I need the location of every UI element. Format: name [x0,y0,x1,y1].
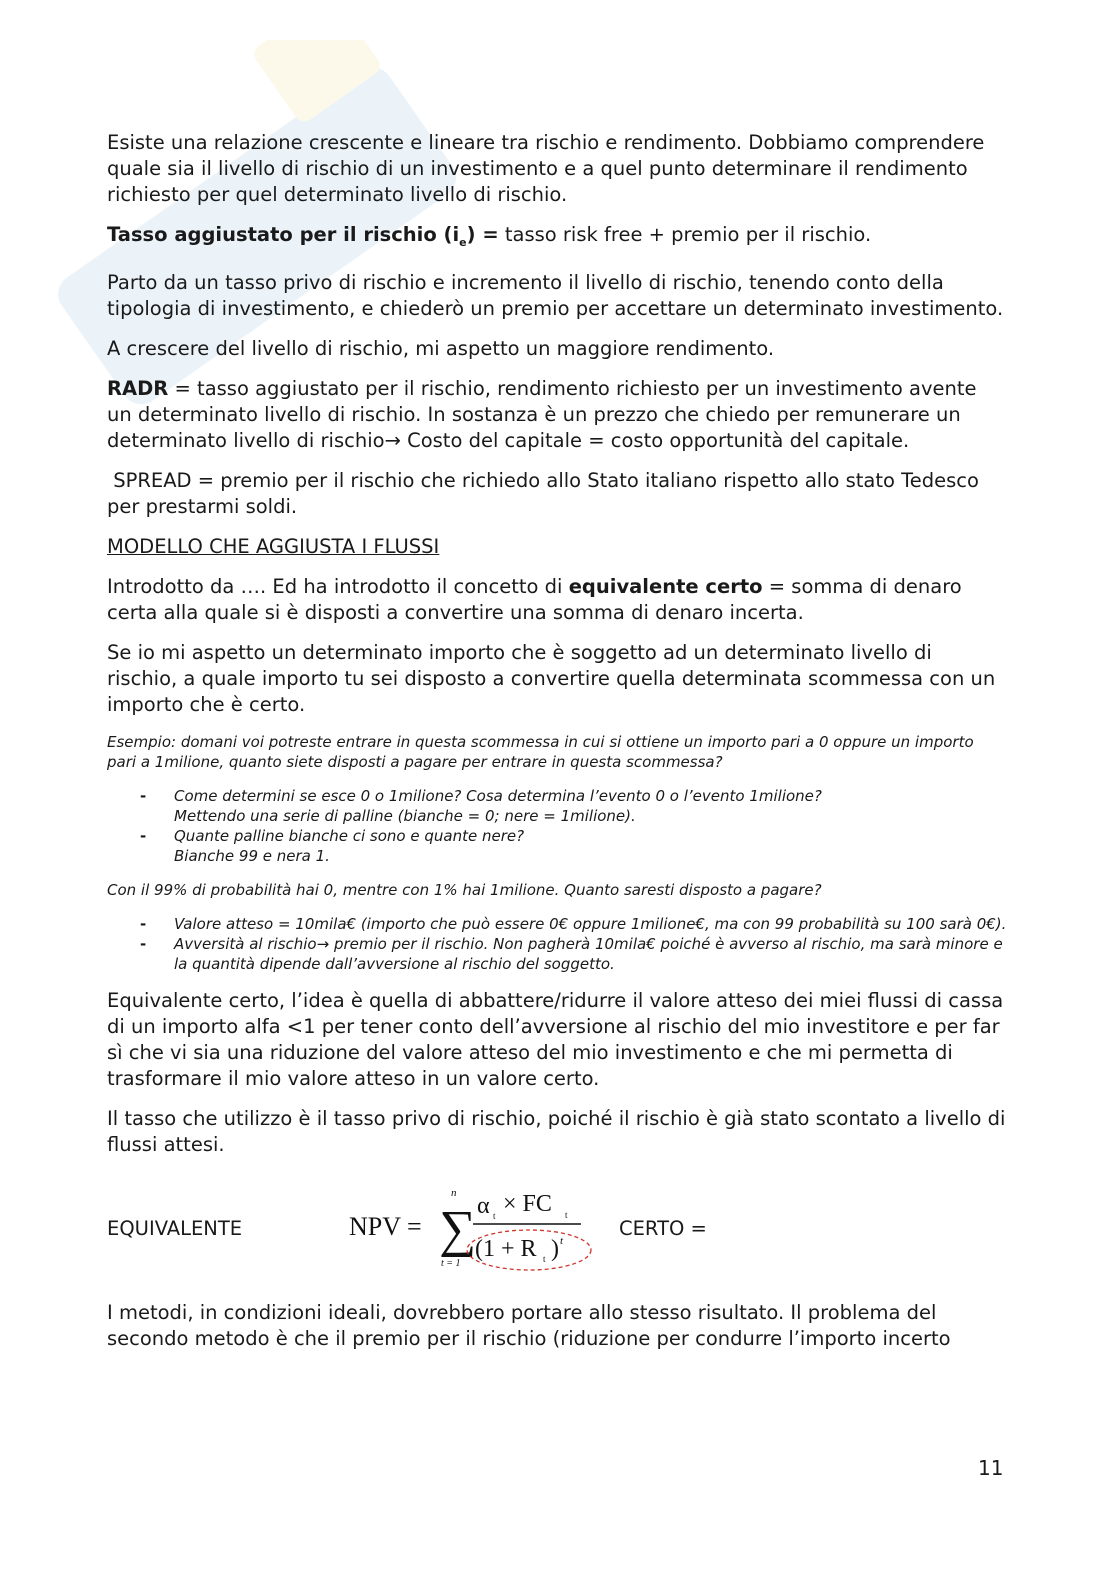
adjusted-rate-definition: tasso risk free + premio per il rischio. [498,223,872,246]
denominator-exponent: t [560,1234,564,1247]
adjusted-rate-subscript: e [459,235,467,249]
formula-label-right: CERTO = [619,1216,707,1240]
paragraph-bet: Se io mi aspetto un determinato importo che è soggetto ad un determinato livello di rischio, a quale importo tu sei disposto a convertire quella determinata scommessa con un importo che è certo. [107,640,996,716]
adjusted-rate-equals: ) = [466,223,499,246]
example-text: Esempio: domani voi potreste entrare in questa scommessa in cui si ottiene un importo pari a 0 oppure un importo pari a 1milione, quanto siete disposti a pagare per entrare in questa scommessa? [107,732,974,771]
paragraph-adjusted-rate [107,222,1007,256]
paragraph-certainty-equivalent [107,574,1007,626]
alpha-symbol: α [477,1192,490,1219]
radr-term: RADR [107,376,169,400]
radr-cost-of-capital: Costo del capitale = costo opportunità del capitale. [400,428,910,452]
sum-symbol: ∑ [439,1200,477,1258]
expected-value-list [107,914,1007,974]
list-item: - Come determini se esce 0 o 1milione? Cosa determina l’evento 0 o l’evento 1milione? Mettendo una serie di palline (bianche = 0; nere = 1milione). [107,786,1007,826]
ce-intro: Introdotto da …. Ed ha introdotto il concetto di [107,574,569,598]
adjusted-rate-term: Tasso aggiustato per il rischio (i [107,223,460,246]
paragraph-radr [107,376,1007,454]
fc-subscript: t [565,1209,568,1220]
denominator-close: ) [551,1235,559,1262]
ce-definition: = somma di denaro certa alla quale si è disposti a convertire una somma di denaro incerta. [107,574,962,624]
sum-lower-limit: t = 1 [441,1257,461,1269]
radr-definition: = tasso aggiustato per il rischio, rendimento richiesto per un investimento avente un determinato livello di rischio. In sostanza è un prezzo che chiedo per remunerare un determinato livello di rischio [107,376,977,452]
paragraph-higher-return: A crescere del livello di rischio, mi aspetto un maggiore rendimento. [107,336,775,360]
formula-label-left: EQUIVALENTE [107,1216,243,1240]
list-item: - Avversità al rischio→ premio per il rischio. Non pagherà 10mila€ poiché è avverso al rischio, ma sarà minore e la quantità dipende dall’avversione al rischio del soggetto. [107,934,1007,974]
list-item: - Valore atteso = 10mila€ (importo che può essere 0€ oppure 1milione€, ma con 99 probabilità su 100 sarà 0€). [107,914,1007,934]
denominator: (1 + R [475,1235,537,1262]
formula-row [107,1178,1007,1278]
paragraph-spread: SPREAD = premio per il rischio che richiedo allo Stato italiano rispetto allo stato Tedesco per prestarmi soldi. [107,468,986,518]
paragraph-methods: I metodi, in condizioni ideali, dovrebbero portare allo stesso risultato. Il problema del secondo metodo è che il premio per il rischio (riduzione per condurre l’importo incerto [107,1300,951,1350]
page-body [107,130,1007,1366]
paragraph-relation: Esiste una relazione crescente e lineare tra rischio e rendimento. Dobbiamo comprendere quale sia il livello di rischio di un investimento e a quel punto determinare il rendimento richiesto per quel determinato livello di rischio. [107,131,985,206]
npv-formula [347,1178,597,1278]
section-heading: MODELLO CHE AGGIUSTA I FLUSSI [107,534,440,558]
arrow-icon: → [384,428,401,452]
list-item: - Quante palline bianche ci sono e quante nere? Bianche 99 e nera 1. [107,826,1007,866]
paragraph-alpha: Equivalente certo, l’idea è quella di abbattere/ridurre il valore atteso dei miei flussi di cassa di un importo alfa <1 per tener conto dell’avversione al rischio del mio investitore e per far sì che vi sia una riduzione del valore atteso del mio investimento e che mi permetta di trasformare il mio valore atteso in un valore certo. [107,988,1004,1090]
page-number: 11 [978,1456,1004,1480]
arrow-icon: → [316,934,330,953]
alpha-subscript: t [493,1210,496,1221]
cash-flow: × FC [503,1190,552,1217]
ce-term: equivalente certo [568,574,763,598]
paragraph-risk-free-rate: Il tasso che utilizzo è il tasso privo di rischio, poiché il rischio è già stato scontato a livello di flussi attesi. [107,1106,1006,1156]
formula-lhs: NPV = [349,1211,422,1241]
example-list [107,786,1007,866]
sum-upper-limit: n [451,1186,457,1199]
probability-text: Con il 99% di probabilità hai 0, mentre con 1% hai 1milione. Quanto saresti disposto a pagare? [107,880,822,899]
paragraph-risk-free: Parto da un tasso privo di rischio e incremento il livello di rischio, tenendo conto della tipologia di investimento, e chiederò un premio per accettare un determinato investimento. [107,270,1004,320]
r-subscript: t [543,1253,546,1264]
